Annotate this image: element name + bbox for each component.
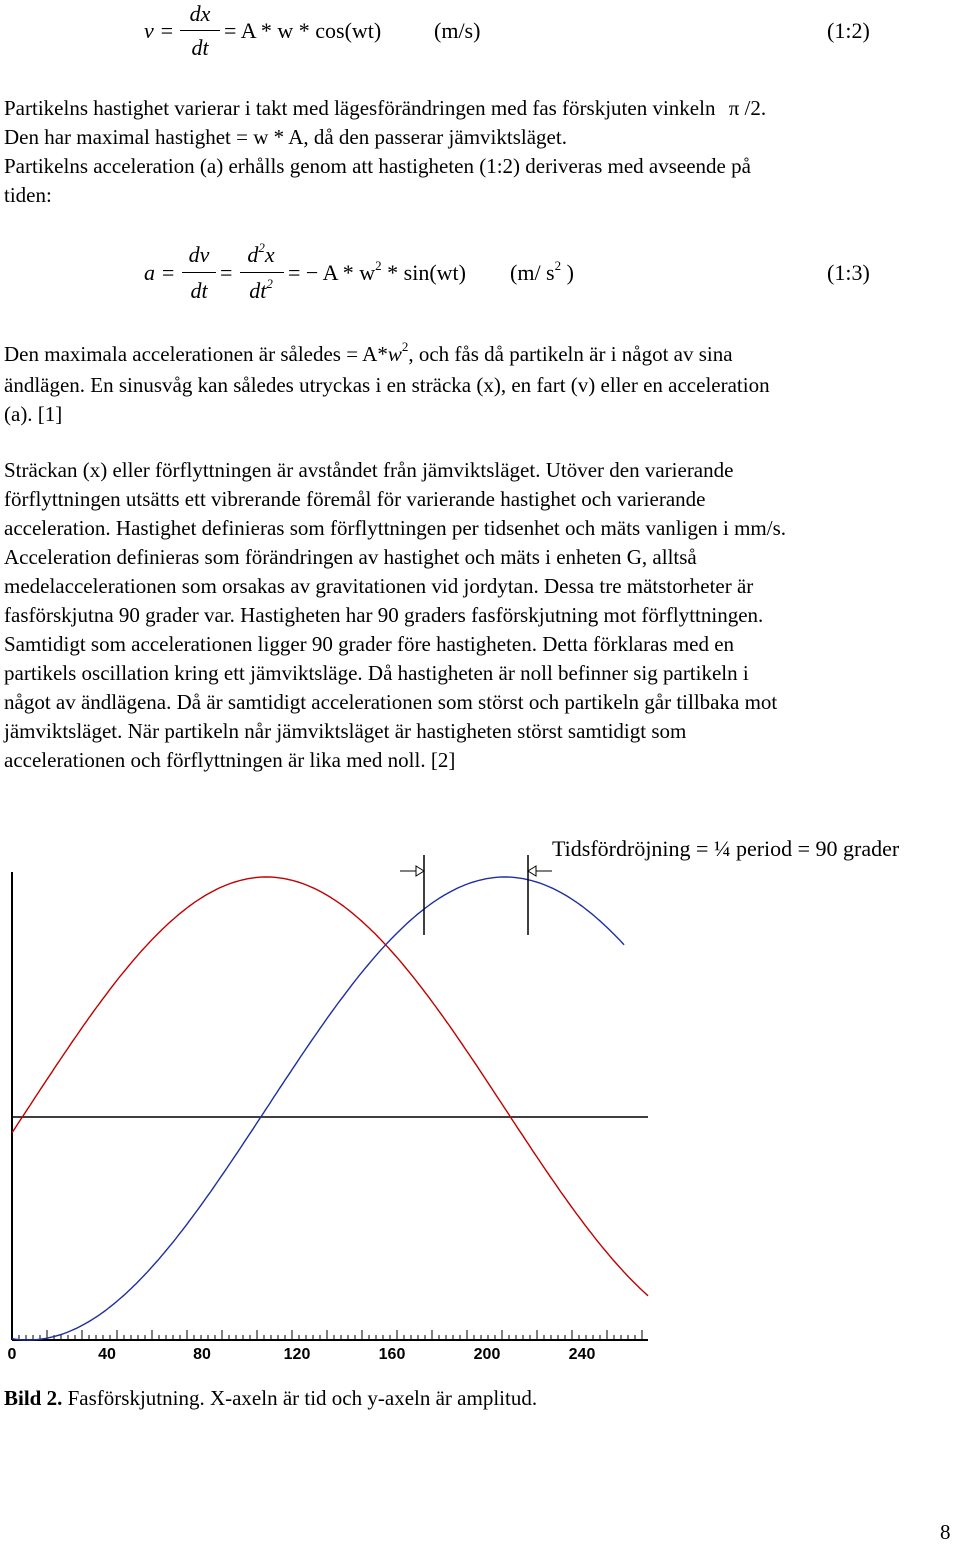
para3-line: acceleration. Hastighet definieras som förflyttningen per tidsenhet och mäts vanligen i mm/s.: [4, 516, 787, 540]
figure-caption: [4, 1386, 537, 1411]
x-tick-label: 80: [193, 1346, 211, 1363]
x-tick-label: 0: [7, 1346, 17, 1363]
equation-1-2: [0, 0, 960, 70]
eq13-den2-sup: 2: [266, 276, 273, 291]
para2-line3: (a). [1]: [4, 402, 63, 426]
eq13-num2-sup: 2: [258, 240, 265, 255]
eq13-unit-sup: 2: [554, 258, 562, 273]
para3-line: medelaccelerationen som orsakas av gravitationen vid jordytan. Dessa tre mätstorheter är: [4, 574, 754, 598]
x-tick-label: 240: [568, 1346, 596, 1363]
para2-sup: 2: [401, 339, 409, 354]
eq13-unit-close: ): [566, 260, 574, 285]
eq13-den2: [238, 278, 284, 304]
eq13-number: (1:3): [827, 260, 870, 285]
phase-shift-chart: [0, 825, 660, 1365]
annotation-arrow-right-head: [528, 866, 536, 876]
figure-annotation: Tidsfördröjning = ¼ period = 90 grader: [552, 836, 900, 861]
eq13-num2-d: d: [247, 242, 259, 267]
series-red-curve: [12, 877, 648, 1296]
para3-line: fasförskjutna 90 grader var. Hastigheten har 90 graders fasförskjutning mot förflyttningen.: [4, 603, 764, 627]
eq13-num1: dv: [188, 242, 210, 267]
eq13-num2: [238, 242, 284, 268]
para3-line: partikels oscillation kring ett jämviktsläge. Då hastigheten är noll befinner sig partikeln i: [4, 661, 749, 685]
paragraph-acceleration: [4, 340, 954, 429]
para1-line1-text: Partikelns hastighet varierar i takt med lägesförändringen med fas förskjuten vinkeln: [4, 96, 716, 120]
pi-over-two: π /2.: [728, 96, 767, 120]
para2-line1-end: , och fås då partikeln är i något av sina: [408, 342, 733, 366]
eq13-num2-var: x: [264, 242, 275, 267]
eq12-lhs: v =: [144, 18, 175, 43]
eq13-rhs-main: = − A * w: [288, 260, 376, 285]
eq13-bar2: [240, 272, 284, 273]
para3-line: Acceleration definieras som förändringen av hastighet och mäts i enheten G, alltså: [4, 545, 697, 569]
eq13-eq2: =: [220, 260, 233, 285]
x-tick-label: 40: [98, 1346, 116, 1363]
para3-line: något av ändlägena. Då är samtidigt accelerationen som störst och partikeln går tillbaka mot: [4, 690, 778, 714]
para1-line2: Den har maximal hastighet = w * A, då den passerar jämviktsläget.: [4, 125, 567, 149]
eq13-unit: [510, 260, 574, 286]
x-tick-label: 120: [283, 1346, 311, 1363]
x-tick-label: 200: [473, 1346, 501, 1363]
para2-w: w: [387, 342, 402, 366]
eq13-lhs: a =: [144, 260, 176, 285]
x-tick-label: 160: [378, 1346, 406, 1363]
para3-line: jämviktsläget. När partikeln når jämviktsläget är hastigheten störst samtidigt som: [4, 719, 687, 743]
caption-text: Fasförskjutning. X-axeln är tid och y-axeln är amplitud.: [62, 1386, 538, 1410]
para3-line: accelerationen och förflyttningen är lika med noll. [2]: [4, 748, 456, 772]
para3-line: Sträckan (x) eller förflyttningen är avståndet från jämviktsläget. Utöver den varierande: [4, 458, 734, 482]
paragraph-displacement: [4, 456, 954, 775]
eq13-den2-dt: dt: [249, 278, 267, 303]
eq12-number: (1:2): [827, 18, 870, 43]
eq12-rhs: = A * w * cos(wt): [224, 18, 382, 43]
para3-line: förflyttningen utsätts ett vibrerande föremål för varierande hastighet och varierande: [4, 487, 706, 511]
eq13-den1: dt: [190, 278, 208, 303]
caption-label: Bild 2.: [4, 1386, 63, 1410]
eq13-rhs-sup: 2: [375, 258, 382, 273]
eq13-rhs-end: * sin(wt): [387, 260, 466, 285]
eq12-unit: (m/s): [434, 18, 481, 43]
eq13-rhs: [288, 260, 466, 286]
page-number: 8: [940, 1520, 951, 1544]
annotation-arrow-left-head: [416, 866, 424, 876]
para1-line1: [4, 94, 954, 123]
para2-line1: [4, 340, 954, 371]
paragraph-velocity: [4, 94, 954, 210]
para1-line3: Partikelns acceleration (a) erhålls genom att hastigheten (1:2) deriveras med avseende på: [4, 154, 751, 178]
eq13-unit-open: (m/ s: [510, 260, 555, 285]
eq12-denominator: dt: [191, 35, 209, 60]
eq13-bar1: [182, 272, 216, 273]
para1-line4: tiden:: [4, 183, 52, 207]
para2-line1-start: Den maximala accelerationen är således = A*: [4, 342, 388, 366]
series-blue-curve: [12, 877, 624, 1340]
eq12-numerator: dx: [189, 1, 211, 26]
para3-line: Samtidigt som accelerationen ligger 90 grader före hastigheten. Detta förklaras med en: [4, 632, 735, 656]
para2-line2: ändlägen. En sinusvåg kan således utryckas i en sträcka (x), en fart (v) eller en acceleration: [4, 373, 770, 397]
equation-1-3: [0, 238, 960, 318]
eq12-fraction-bar: [180, 30, 220, 31]
